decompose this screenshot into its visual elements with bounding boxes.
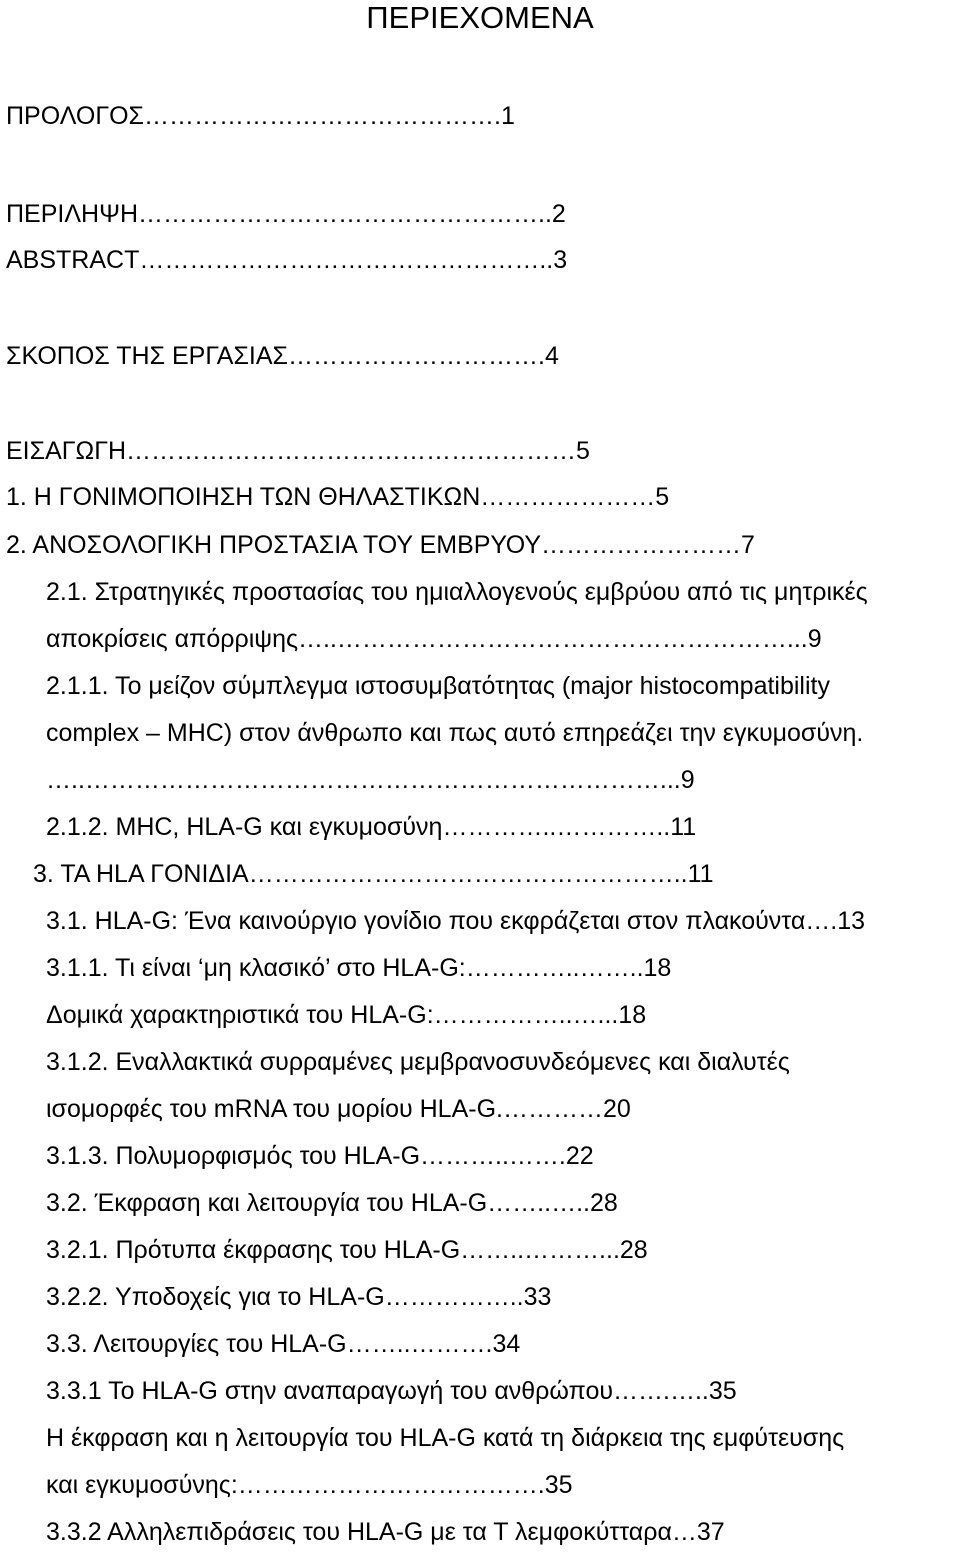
toc-entry-2-1-2: 2.1.2. MHC, HLA-G και εγκυμοσύνη…………..…………..11	[46, 813, 697, 841]
toc-entry-3-2-1: 3.2.1. Πρότυπα έκφρασης του HLA-G……..………...28	[46, 1236, 648, 1264]
toc-entry-aim: ΣΚΟΠΟΣ ΤΗΣ ΕΡΓΑΣΙΑΣ………………………….4	[6, 342, 559, 370]
toc-entry-2-1-1-page: …..……………………………………………………………...9	[46, 766, 695, 794]
toc-entry-3: 3. ΤΑ HLA ΓΟΝΙΔΙΑ……………………………………………..11	[33, 860, 714, 888]
toc-entry-introduction: ΕΙΣΑΓΩΓΗ………………………………………………5	[6, 437, 590, 465]
toc-entry-2: 2. ΑΝΟΣΟΛΟΓΙΚΗ ΠΡΟΣΤΑΣΙΑ ΤΟΥ ΕΜΒΡΥΟΥ……………………7	[6, 531, 755, 559]
toc-entry-implantation: Η έκφραση και η λειτουργία του HLA-G κατά τη διάρκεια της εμφύτευσης	[46, 1424, 845, 1452]
toc-entry-3-1-3: 3.1.3. Πολυμορφισμός του HLA-G………..…….22	[46, 1142, 594, 1170]
toc-entry-3-1-1: 3.1.1. Τι είναι ‘μη κλασικό’ στο HLA-G:…………..……..18	[46, 954, 672, 982]
toc-entry-implantation-cont: και εγκυμοσύνης:……………………………….35	[46, 1471, 573, 1499]
toc-entry-1: 1. Η ΓΟΝΙΜΟΠΟΙΗΣΗ ΤΩΝ ΘΗΛΑΣΤΙΚΩΝ…………………5	[6, 483, 670, 511]
toc-entry-structure: Δομικά χαρακτηριστικά του HLA-G:……………..…...18	[46, 1001, 647, 1029]
toc-entry-summary: ΠΕΡΙΛΗΨΗ…………………………………………..2	[6, 200, 566, 228]
toc-entry-3-3-1: 3.3.1 Το HLA-G στην αναπαραγωγή του ανθρώπου…….…..35	[46, 1377, 737, 1405]
toc-entry-2-1: 2.1. Στρατηγικές προστασίας του ημιαλλογενούς εμβρύου από τις μητρικές	[46, 578, 868, 606]
toc-entry-3-1-2-cont: ισομορφές του mRNA του μορίου HLA-G.…………20	[46, 1095, 631, 1123]
toc-entry-3-2: 3.2. Έκφραση και λειτουργία του HLA-G……..…..28	[46, 1189, 618, 1217]
toc-entry-prologue: ΠΡΟΛΟΓΟΣ…………………………………….1	[6, 102, 515, 130]
toc-entry-3-1-2: 3.1.2. Εναλλακτικά συρραμένες μεμβρανοσυνδεόμενες και διαλυτές	[46, 1048, 790, 1076]
toc-entry-3-3: 3.3. Λειτουργίες του HLA-G……..……….34	[46, 1330, 521, 1358]
toc-entry-3-2-2: 3.2.2. Υποδοχείς για το HLA-G……………..33	[46, 1283, 552, 1311]
toc-entry-3-1: 3.1. HLA-G: Ένα καινούργιο γονίδιο που εκφράζεται στον πλακούντα….13	[46, 907, 866, 935]
toc-entry-abstract: ABSTRACT…………………………………………..3	[6, 246, 568, 274]
toc-entry-3-3-2: 3.3.2 Αλληλεπιδράσεις του HLA-G με τα Τ λεμφοκύτταρα…37	[46, 1518, 725, 1546]
toc-entry-2-1-1: 2.1.1. Το μείζον σύμπλεγμα ιστοσυμβατότητας (major histocompatibility	[46, 672, 830, 700]
toc-entry-2-1-1-cont: complex – MHC) στον άνθρωπο και πως αυτό επηρεάζει την εγκυμοσύνη.	[46, 719, 864, 747]
toc-entry-2-1-cont: αποκρίσεις απόρριψης…..………………………………………………...9	[46, 625, 822, 653]
page-title: ΠΕΡΙΕΧΟΜΕΝΑ	[366, 0, 594, 35]
